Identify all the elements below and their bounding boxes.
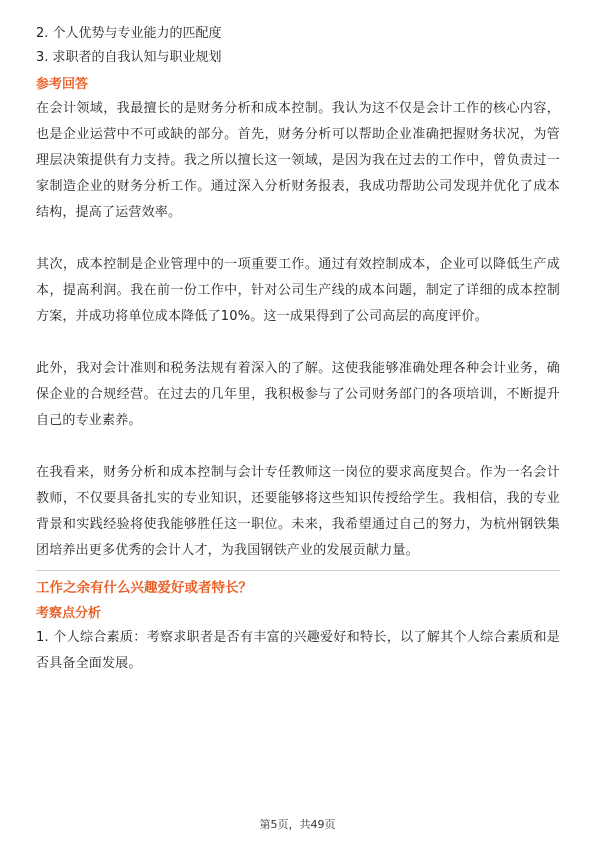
list-item: 3. 求职者的自我认知与职业规划 (36, 50, 222, 65)
answer-paragraph: 在会计领域，我最擅长的是财务分析和成本控制。我认为这不仅是会计工作的核心内容，也是企业运营中不可或缺的部分。首先，财务分析可以帮助企业准确把握财务状况，为管理层决策提供有力支持。我之所以擅长这一领域，是因为我在过去的工作中，曾负责过一家制造企业的财务分析工作。通过深入分析财务报表，我成功帮助公司发现并优化了成本结构，提高了运营效率。 (36, 101, 560, 220)
answer-heading: 参考回答 (36, 77, 89, 92)
document-page (36, 22, 560, 683)
answer-paragraph: 此外，我对会计准则和税务法规有着深入的了解。这使我能够准确处理各种会计业务，确保企业的合规经营。在过去的几年里，我积极参与了公司财务部门的各项培训，不断提升自己的专业素养。 (36, 361, 560, 428)
list-item: 2. 个人优势与专业能力的匹配度 (36, 26, 222, 41)
answer-paragraph: 在我看来，财务分析和成本控制与会计专任教师这一岗位的要求高度契合。作为一名会计教师，不仅要具备扎实的专业知识，还要能够将这些知识传授给学生。我相信，我的专业背景和实践经验将使我能够胜任这一职位。未来，我希望通过自己的努力，为杭州钢铁集团培养出更多优秀的会计人才，为我国钢铁产业的发展贡献力量。 (36, 465, 560, 558)
answer-paragraph: 其次，成本控制是企业管理中的一项重要工作。通过有效控制成本，企业可以降低生产成本，提高利润。我在前一份工作中，针对公司生产线的成本问题，制定了详细的成本控制方案，并成功将单位成本降低了10%。这一成果得到了公司高层的高度评价。 (36, 257, 560, 324)
question-title: 工作之余有什么兴趣爱好或者特长？ (36, 580, 252, 596)
page-number: 第5页，共49页 (259, 818, 336, 831)
analysis-item: 1. 个人综合素质：考察求职者是否有丰富的兴趣爱好和特长，以了解其个人综合素质和是否具备全面发展。 (36, 630, 560, 671)
section-divider (36, 570, 560, 571)
analysis-heading: 考察点分析 (36, 606, 102, 621)
